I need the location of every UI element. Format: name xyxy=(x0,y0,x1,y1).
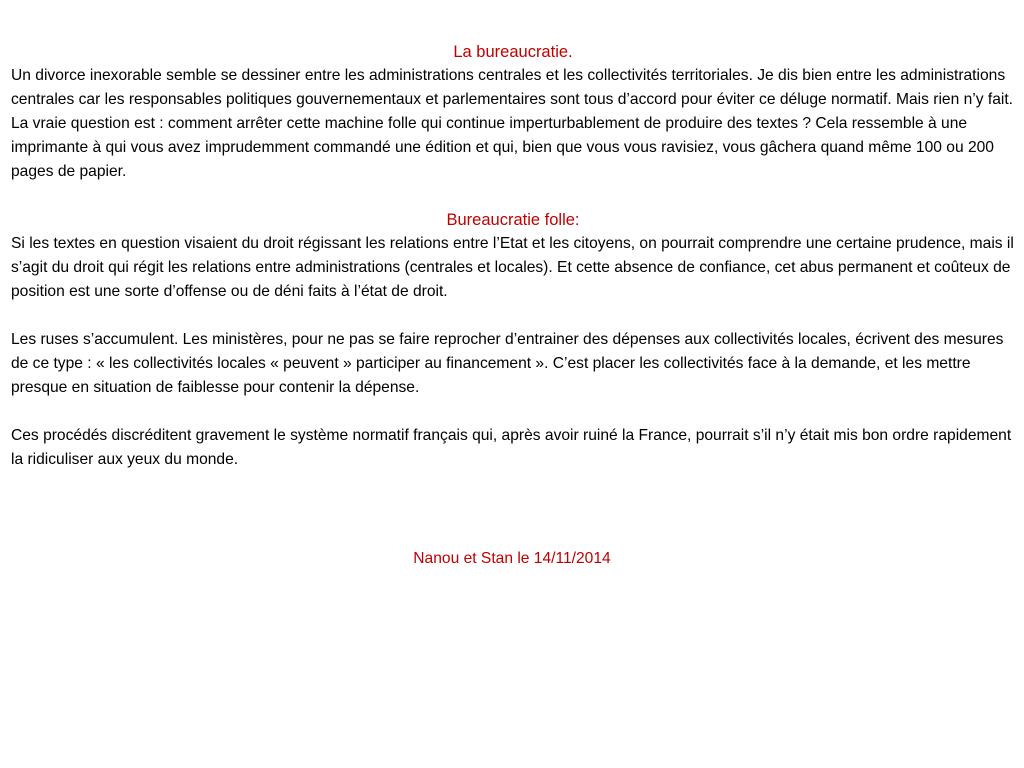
paragraph-conclusion: Ces procédés discréditent gravement le système normatif français qui, après avoir ruiné la France, pourrait s’il n’y était mis bon ordre rapidement la ridiculiser aux yeux du monde. xyxy=(11,427,1012,468)
spacer xyxy=(11,184,1015,208)
section-title-bureaucratie-folle: Bureaucratie folle: xyxy=(446,211,580,229)
spacer xyxy=(11,400,1015,424)
spacer xyxy=(11,304,1015,328)
signature-date: Nanou et Stan le 14/11/2014 xyxy=(413,550,611,567)
slide-content xyxy=(11,40,1015,472)
paragraph-droit: Si les textes en question visaient du droit régissant les relations entre l’Etat et les citoyens, on pourrait comprendre une certaine prudence, mais il s’agit du droit qui régit les relations entre administrations (centrales et locales). Et cette absence de confiance, cet abus permanent et coûteux de position est une sorte d’offense ou de déni faits à l’état de droit. xyxy=(11,235,1014,300)
paragraph-ruses: Les ruses s’accumulent. Les ministères, pour ne pas se faire reprocher d’entrainer des dépenses aux collectivités locales, écrivent des mesures de ce type : « les collectivités locales « peuvent » participer au financement ». C’est placer les collectivités face à la demande, et les mettre presque en situation de faiblesse pour contenir la dépense. xyxy=(11,331,1004,396)
section-title-bureaucratie: La bureaucratie. xyxy=(453,43,573,61)
paragraph-intro: Un divorce inexorable semble se dessiner entre les administrations centrales et les collectivités territoriales. Je dis bien entre les administrations centrales car les responsables politiques gouvernementaux et parlementaires sont tous d’accord pour éviter ce déluge normatif. Mais rien n’y fait. La vraie question est : comment arrêter cette machine folle qui continue imperturbablement de produire des textes ? Cela ressemble à une imprimante à qui vous avez imprudemment commandé une édition et qui, bien que vous vous ravisiez, vous gâchera quand même 100 ou 200 pages de papier. xyxy=(11,67,1013,180)
